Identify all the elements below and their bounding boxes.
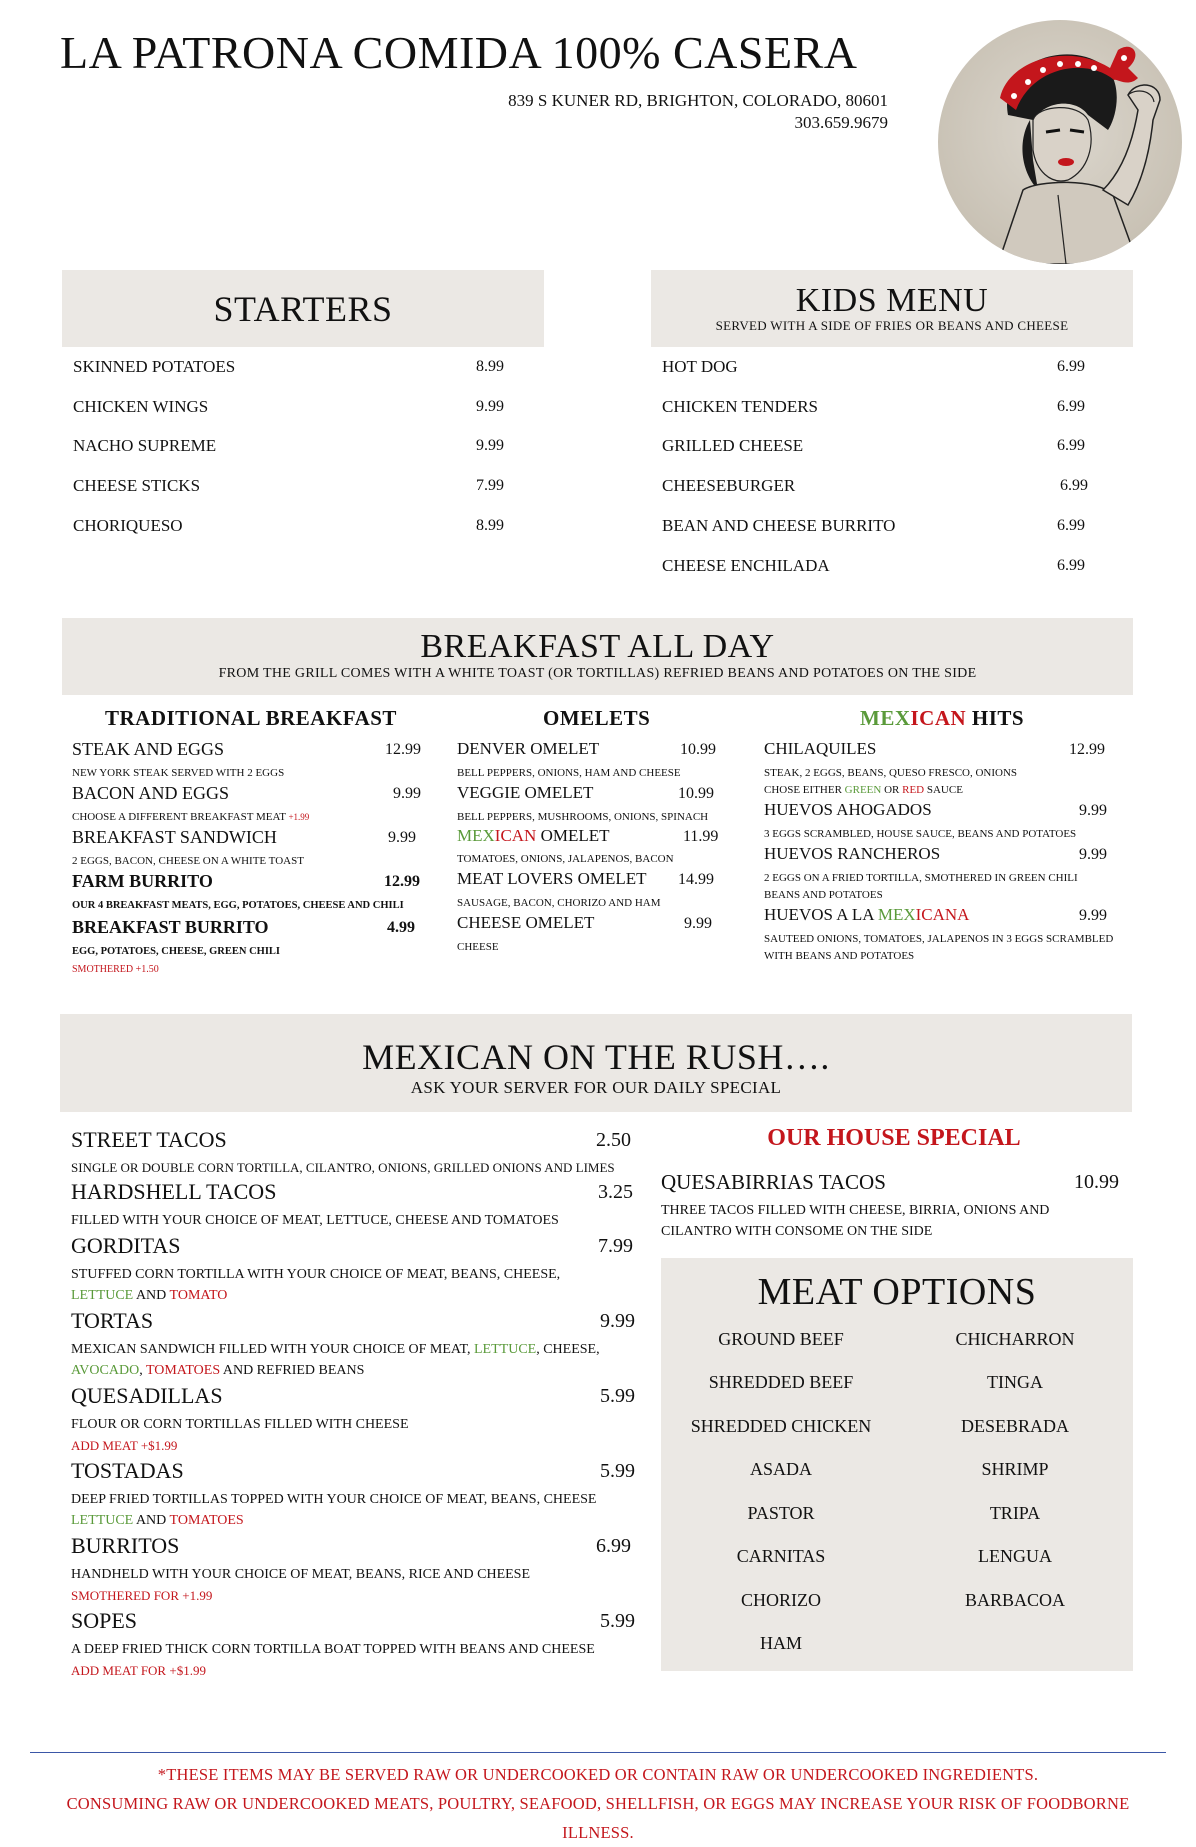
starter-item-name: NACHO SUPREME	[73, 436, 217, 455]
omelet-item-price: 11.99	[683, 828, 719, 845]
rush-item-name: STREET TACOS	[71, 1127, 227, 1152]
breakfast-item-name: FARM BURRITO	[72, 871, 213, 891]
raw-food-disclaimer	[20, 1760, 1176, 1847]
omelet-item-desc: SAUSAGE, BACON, CHORIZO AND HAM	[457, 897, 661, 909]
kids-subtitle: SERVED WITH A SIDE OF FRIES OR BEANS AND CHEESE	[715, 318, 1069, 333]
rush-item-price: 5.99	[600, 1385, 635, 1407]
omelet-item-name: MEAT LOVERS OMELET	[457, 869, 647, 888]
meat-option: CARNITAS	[736, 1546, 826, 1566]
meat-option: SHREDDED CHICKEN	[690, 1416, 872, 1436]
mexican-hit-desc: 3 EGGS SCRAMBLED, HOUSE SAUCE, BEANS AND POTATOES	[764, 828, 1077, 840]
starter-item-price: 8.99	[476, 358, 504, 375]
mexican-hit-price: 9.99	[1079, 846, 1107, 863]
kids-item-price: 6.99	[1057, 517, 1085, 534]
rush-item-name: GORDITAS	[71, 1233, 181, 1258]
mexican-hit-desc: SAUTEED ONIONS, TOMATOES, JALAPENOS IN 3 EGGS SCRAMBLED	[764, 933, 1114, 945]
extra-charge: +1.99	[288, 812, 310, 822]
breakfast-item-desc: 2 EGGS, BACON, CHEESE ON A WHITE TOAST	[72, 855, 304, 867]
rush-item-price: 6.99	[596, 1535, 631, 1557]
omelet-item-desc: TOMATOES, ONIONS, JALAPENOS, BACON	[457, 853, 674, 865]
page-title: LA PATRONA COMIDA 100% CASERA	[60, 27, 858, 78]
mexican-hit-desc: 2 EGGS ON A FRIED TORTILLA, SMOTHERED IN GREEN CHILI	[764, 872, 1078, 884]
meat-option: HAM	[759, 1633, 802, 1653]
starter-item-name: CHORIQUESO	[73, 516, 183, 535]
kids-item-price: 6.99	[1057, 557, 1085, 574]
rush-item-price: 9.99	[600, 1310, 635, 1332]
phone: 303.659.9679	[794, 113, 888, 132]
omelets-heading: OMELETS	[543, 706, 651, 730]
extra-charge: SMOTHERED +1.50	[72, 964, 159, 975]
starter-item-name: SKINNED POTATOES	[73, 357, 236, 376]
rush-subtitle: ASK YOUR SERVER FOR OUR DAILY SPECIAL	[410, 1078, 782, 1097]
kids-item-name: HOT DOG	[662, 357, 738, 376]
meat-option: LENGUA	[978, 1546, 1052, 1566]
omelet-item-price: 14.99	[678, 871, 714, 888]
mexican-hit-desc: CHOSE EITHER GREEN OR RED SAUCE	[764, 784, 963, 796]
house-special-desc: THREE TACOS FILLED WITH CHEESE, BIRRIA, ONIONS AND CILANTRO WITH CONSOME ON THE SIDE	[661, 1203, 1050, 1239]
meat-option: BARBACOA	[964, 1590, 1066, 1610]
rush-item-price: 2.50	[596, 1129, 631, 1151]
meat-option: DESEBRADA	[960, 1416, 1069, 1436]
rush-item-name: TORTAS	[71, 1308, 154, 1333]
kids-item-price: 6.99	[1057, 358, 1085, 375]
omelet-item-price: 10.99	[678, 785, 714, 802]
meat-option: CHORIZO	[741, 1590, 821, 1610]
kids-item-price: 6.99	[1057, 437, 1085, 454]
pinup-woman-logo	[938, 20, 1182, 264]
meat-option: GROUND BEEF	[718, 1329, 844, 1349]
starters-header	[62, 270, 544, 347]
breakfast-subtitle: FROM THE GRILL COMES WITH A WHITE TOAST (OR TORTILLAS) REFRIED BEANS AND POTATOES ON THE SIDE	[218, 666, 977, 681]
meat-option: TINGA	[987, 1372, 1043, 1392]
mexican-hit-desc: BEANS AND POTATOES	[764, 889, 883, 901]
meat-option: CHICHARRON	[955, 1329, 1075, 1349]
rush-item-desc: MEXICAN SANDWICH FILLED WITH YOUR CHOICE OF MEAT, LETTUCE, CHEESE, AVOCADO, TOMATOES AND REFRIED BEANS	[71, 1342, 600, 1378]
omelet-item-desc: BELL PEPPERS, MUSHROOMS, ONIONS, SPINACH	[457, 811, 709, 823]
kids-item-price: 6.99	[1060, 477, 1088, 494]
starter-item-price: 9.99	[476, 398, 504, 415]
rush-item-price: 5.99	[600, 1610, 635, 1632]
omelet-item-name: DENVER OMELET	[457, 739, 600, 758]
mexican-hit-name: HUEVOS AHOGADOS	[764, 800, 932, 819]
footer-divider	[30, 1752, 1166, 1753]
rush-item-desc: FLOUR OR CORN TORTILLAS FILLED WITH CHEESE ADD MEAT +$1.99	[71, 1417, 409, 1453]
rush-item-price: 7.99	[598, 1235, 633, 1257]
rush-item-name: QUESADILLAS	[71, 1383, 223, 1408]
rush-item-name: BURRITOS	[71, 1533, 180, 1558]
breakfast-item-price: 12.99	[384, 873, 420, 890]
mexican-hit-desc: WITH BEANS AND POTATOES	[764, 950, 915, 962]
rush-item-name: HARDSHELL TACOS	[71, 1179, 277, 1204]
starter-item-name: CHEESE STICKS	[73, 476, 201, 495]
breakfast-item-name: BACON AND EGGS	[72, 783, 230, 803]
meat-options-title: MEAT OPTIONS	[757, 1271, 1037, 1313]
breakfast-item-name: BREAKFAST BURRITO	[72, 917, 269, 937]
omelet-item-desc: CHEESE	[457, 941, 499, 953]
omelet-item-name: CHEESE OMELET	[457, 913, 595, 932]
rush-item-price: 3.25	[598, 1181, 633, 1203]
kids-item-name: CHEESEBURGER	[662, 476, 796, 495]
meat-option: SHREDDED BEEF	[708, 1372, 854, 1392]
starter-item-price: 9.99	[476, 437, 504, 454]
meat-option: PASTOR	[747, 1503, 815, 1523]
omelet-item-name: MEXICAN OMELET	[457, 826, 610, 845]
breakfast-header	[62, 618, 1133, 695]
rush-item-desc: HANDHELD WITH YOUR CHOICE OF MEAT, BEANS, RICE AND CHEESE SMOTHERED FOR +1.99	[71, 1567, 531, 1603]
mexican-hit-name: CHILAQUILES	[764, 739, 877, 758]
breakfast-item-desc: CHOOSE A DIFFERENT BREAKFAST MEAT +1.99	[72, 811, 310, 823]
mexican-hit-name: HUEVOS RANCHEROS	[764, 844, 941, 863]
kids-title: KIDS MENU	[795, 282, 989, 319]
meat-option: ASADA	[749, 1459, 812, 1479]
omelet-item-name: VEGGIE OMELET	[457, 783, 594, 802]
mexican-hit-price: 12.99	[1069, 741, 1105, 758]
mexican-hit-desc: STEAK, 2 EGGS, BEANS, QUESO FRESCO, ONIONS	[764, 767, 1018, 779]
house-special-heading: OUR HOUSE SPECIAL	[767, 1125, 1021, 1151]
disclaimer-line: *THESE ITEMS MAY BE SERVED RAW OR UNDERCOOKED OR CONTAIN RAW OR UNDERCOOKED INGREDIENTS.	[157, 1765, 1039, 1784]
mexican-hit-name: HUEVOS A LA MEXICANA	[764, 905, 970, 924]
mexican-hit-price: 9.99	[1079, 802, 1107, 819]
starter-item-price: 8.99	[476, 517, 504, 534]
breakfast-item-name: BREAKFAST SANDWICH	[72, 827, 277, 847]
omelet-item-price: 9.99	[684, 915, 712, 932]
breakfast-item-desc: NEW YORK STEAK SERVED WITH 2 EGGS	[72, 767, 285, 779]
rush-item-price: 5.99	[600, 1460, 635, 1482]
house-special-name: QUESABIRRIAS TACOS	[661, 1170, 886, 1194]
kids-item-price: 6.99	[1057, 398, 1085, 415]
meat-option: SHRIMP	[981, 1459, 1049, 1479]
breakfast-item-price: 9.99	[393, 785, 421, 802]
disclaimer-line: CONSUMING RAW OR UNDERCOOKED MEATS, POULTRY, SEAFOOD, SHELLFISH, OR EGGS MAY INCREASE YOUR RISK OF FOODBORNE	[66, 1794, 1130, 1813]
kids-item-name: CHICKEN TENDERS	[662, 397, 818, 416]
breakfast-title: BREAKFAST ALL DAY	[420, 628, 775, 665]
rush-item-name: TOSTADAS	[71, 1458, 184, 1483]
rush-header	[60, 1014, 1132, 1112]
starter-item-name: CHICKEN WINGS	[73, 397, 209, 416]
rush-title: MEXICAN ON THE RUSH….	[362, 1037, 830, 1077]
starters-title: STARTERS	[213, 289, 393, 329]
kids-item-name: GRILLED CHEESE	[662, 436, 804, 455]
breakfast-item-desc: EGG, POTATOES, CHEESE, GREEN CHILI	[72, 946, 281, 957]
mexican-hit-price: 9.99	[1079, 907, 1107, 924]
house-special-price: 10.99	[1074, 1171, 1119, 1193]
kids-item-name: BEAN AND CHEESE BURRITO	[662, 516, 896, 535]
address: 839 S KUNER RD, BRIGHTON, COLORADO, 80601	[508, 91, 888, 110]
traditional-heading: TRADITIONAL BREAKFAST	[105, 706, 397, 730]
rush-item-desc: FILLED WITH YOUR CHOICE OF MEAT, LETTUCE, CHEESE AND TOMATOES	[71, 1213, 559, 1228]
meat-options-panel	[661, 1258, 1133, 1671]
breakfast-item-desc: OUR 4 BREAKFAST MEATS, EGG, POTATOES, CHEESE AND CHILI	[72, 900, 404, 911]
address-block	[508, 90, 888, 134]
breakfast-item-price: 9.99	[388, 829, 416, 846]
rush-item-desc: STUFFED CORN TORTILLA WITH YOUR CHOICE OF MEAT, BEANS, CHEESE, LETTUCE AND TOMATO	[71, 1267, 561, 1303]
starter-item-price: 7.99	[476, 477, 504, 494]
rush-item-desc: DEEP FRIED TORTILLAS TOPPED WITH YOUR CHOICE OF MEAT, BEANS, CHEESE LETTUCE AND TOMATOES	[71, 1492, 597, 1528]
breakfast-item-price: 12.99	[385, 741, 421, 758]
kids-item-name: CHEESE ENCHILADA	[662, 556, 830, 575]
mexican-hits-heading: MEXICAN HITS	[860, 706, 1025, 730]
disclaimer-line: ILLNESS.	[562, 1823, 634, 1842]
omelet-item-desc: BELL PEPPERS, ONIONS, HAM AND CHEESE	[457, 767, 681, 779]
rush-item-name: SOPES	[71, 1608, 138, 1633]
breakfast-item-name: STEAK AND EGGS	[72, 739, 225, 759]
breakfast-item-price: 4.99	[387, 919, 415, 936]
meat-option: TRIPA	[989, 1503, 1041, 1523]
rush-item-desc: SINGLE OR DOUBLE CORN TORTILLA, CILANTRO, ONIONS, GRILLED ONIONS AND LIMES	[71, 1160, 615, 1175]
kids-header	[651, 270, 1133, 347]
rush-item-desc: A DEEP FRIED THICK CORN TORTILLA BOAT TOPPED WITH BEANS AND CHEESE ADD MEAT FOR +$1.99	[71, 1642, 595, 1678]
omelet-item-price: 10.99	[680, 741, 716, 758]
